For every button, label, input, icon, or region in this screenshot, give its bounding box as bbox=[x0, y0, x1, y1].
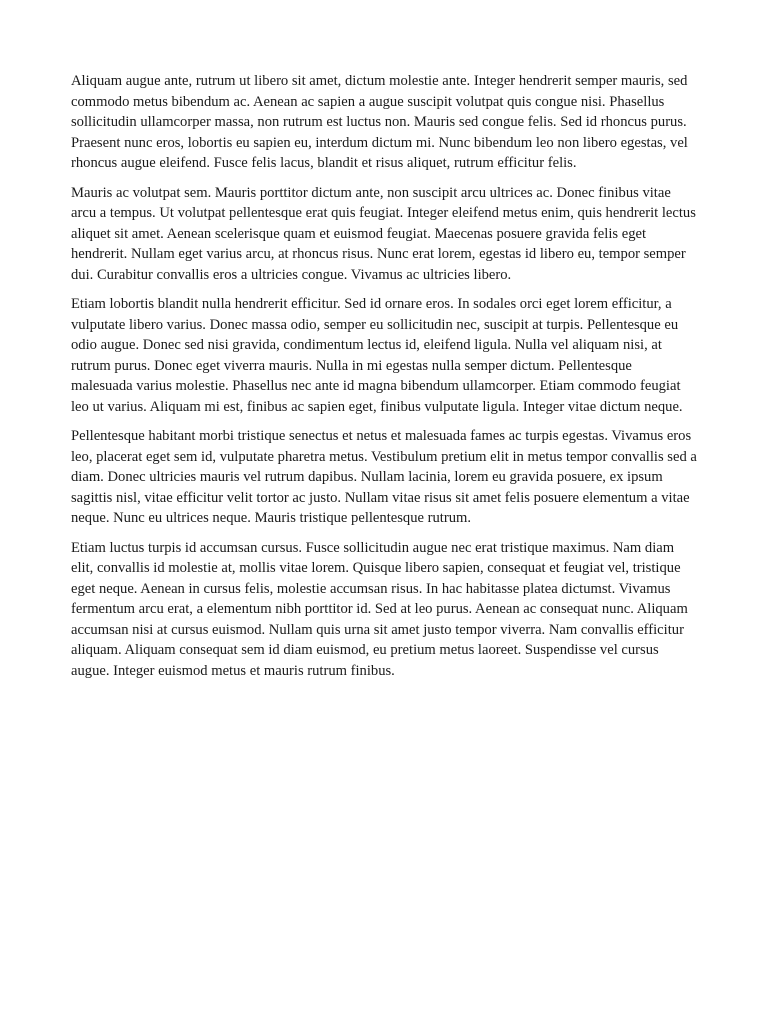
paragraph-5: Etiam luctus turpis id accumsan cursus. Fusce sollicitudin augue nec erat tristique maximus. Nam diam elit, convallis id molestie at, mollis vitae lorem. Quisque libero sapien, consequat et feugiat vel, tristique eget neque. Aenean in cursus felis, molestie accumsan risus. In hac habitasse platea dictumst. Vivamus fermentum arcu erat, a elementum nibh porttitor id. Sed at leo purus. Aenean ac consequat nunc. Aliquam accumsan nisi at cursus euismod. Nullam quis urna sit amet justo tempor viverra. Nam convallis efficitur aliquam. Aliquam consequat sem id diam euismod, eu pretium metus laoreet. Suspendisse vel cursus augue. Integer euismod metus et mauris rutrum finibus. bbox=[71, 539, 688, 679]
paragraph-1: Aliquam augue ante, rutrum ut libero sit amet, dictum molestie ante. Integer hendrerit semper mauris, sed commodo metus bibendum ac. Aenean ac sapien a augue suscipit volutpat quis congue nisi. Phasellus sollicitudin ullamcorper massa, non rutrum est luctus non. Mauris sed congue felis. Sed id rhoncus purus. Praesent nunc eros, lobortis eu sapien eu, interdum dictum mi. Nunc bibendum leo non libero egestas, vel rhoncus augue eleifend. Fusce felis lacus, blandit et risus aliquet, rutrum efficitur felis. bbox=[71, 73, 688, 171]
paragraph-3: Etiam lobortis blandit nulla hendrerit efficitur. Sed id ornare eros. In sodales orci eget lorem efficitur, a vulputate libero varius. Donec massa odio, semper eu sollicitudin nec, suscipit at turpis. Pellentesque eu odio augue. Donec sed nisi gravida, condimentum lectus id, eleifend ligula. Nulla vel aliquam nisi, at rutrum purus. Donec eget viverra mauris. Nulla in mi egestas nulla semper dictum. Pellentesque malesuada varius molestie. Phasellus nec ante id magna bibendum ullamcorper. Etiam commodo feugiat leo ut varius. Aliquam mi est, finibus ac sapien eget, finibus vulputate ligula. Integer vitae dictum neque. bbox=[71, 296, 683, 415]
document-page bbox=[71, 71, 697, 690]
paragraph-2: Mauris ac volutpat sem. Mauris porttitor dictum ante, non suscipit arcu ultrices ac. Donec finibus vitae arcu a tempus. Ut volutpat pellentesque erat quis feugiat. Integer eleifend metus enim, quis hendrerit lectus aliquet sit amet. Aenean scelerisque quam et euismod feugiat. Maecenas posuere gravida felis eget hendrerit. Nullam eget varius arcu, at rhoncus risus. Nunc erat lorem, egestas id libero eu, tempor semper dui. Curabitur convallis eros a ultricies congue. Vivamus ac ultricies libero. bbox=[71, 184, 696, 283]
paragraph-4: Pellentesque habitant morbi tristique senectus et netus et malesuada fames ac turpis egestas. Vivamus eros leo, placerat eget sem id, vulputate pharetra metus. Vestibulum pretium elit in metus tempor convallis sed a diam. Donec ultricies mauris vel rutrum dapibus. Nullam lacinia, lorem eu gravida posuere, ex ipsum sagittis nisl, vitae efficitur velit tortor ac justo. Nullam vitae risus sit amet felis posuere elementum a vitae neque. Nunc eu ultrices neque. Mauris tristique pellentesque rutrum. bbox=[71, 428, 697, 526]
